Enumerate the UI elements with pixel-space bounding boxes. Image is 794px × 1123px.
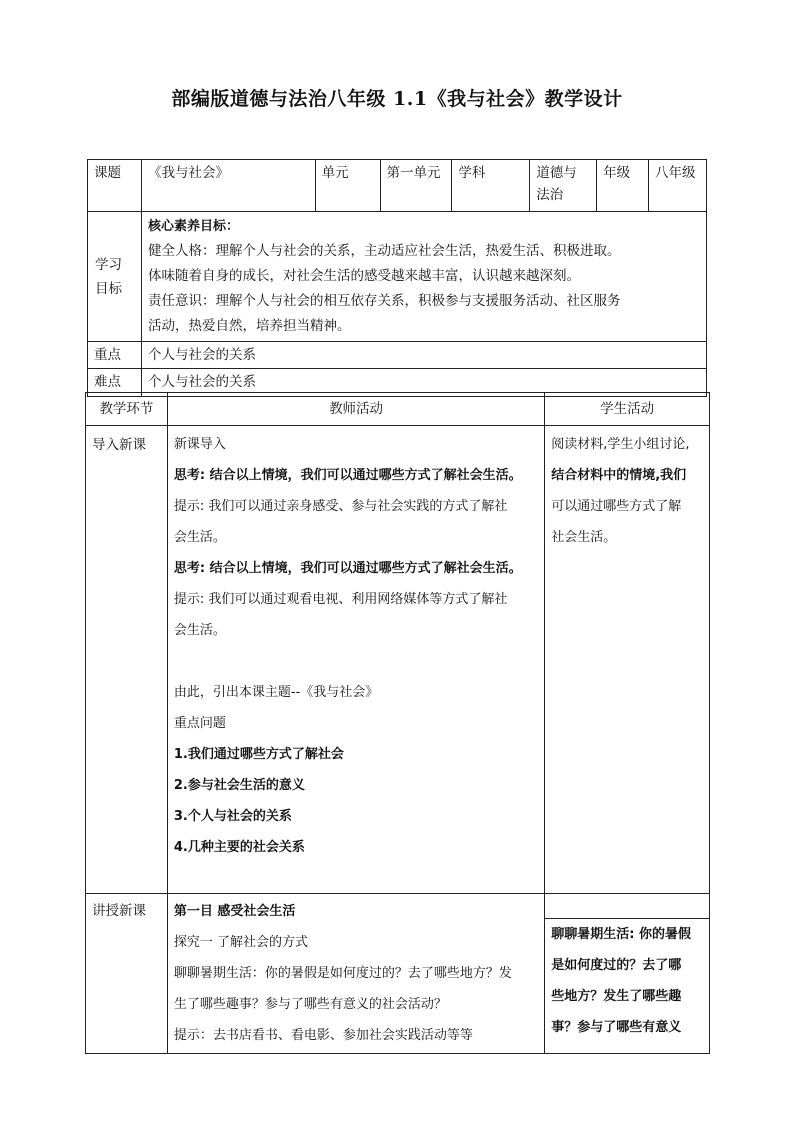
goals-content: [141, 212, 706, 342]
difficult-point-label: 难点: [88, 369, 142, 397]
teacher-new-lesson: [167, 894, 544, 1054]
difficult-point-value: 个人与社会的关系: [141, 369, 706, 397]
header-teacher: 教师活动: [167, 393, 544, 426]
header-stage: 教学环节: [86, 393, 168, 426]
document-title: 部编版道德与法治八年级 1.1《我与社会》教学设计: [171, 88, 623, 110]
teacher-line: 探究一 了解社会的方式: [173, 935, 309, 950]
unit-label: 单元: [315, 160, 380, 212]
student-line: 结合材料中的情境,我们: [551, 468, 687, 483]
student-line: 社会生活。: [551, 530, 617, 545]
student-line: 可以通过哪些方式了解: [551, 499, 682, 514]
teacher-line: 思考: 结合以上情境，我们可以通过哪些方式了解社会生活。: [173, 561, 522, 576]
goals-heading: 核心素养目标：: [147, 219, 239, 234]
goals-line: 活动，热爱自然，培养担当精神。: [147, 318, 351, 334]
stage-new-lesson: 讲授新课: [86, 894, 168, 1054]
grade-label: 年级: [597, 160, 649, 212]
teacher-line: 聊聊暑期生活：你的暑假是如何度过的？去了哪些地方？发: [173, 966, 512, 981]
student-line: 聊聊暑期生活: 你的暑假: [551, 927, 691, 942]
teacher-line: 生了哪些趣事？参与了哪些有意义的社会活动？: [173, 997, 447, 1012]
teacher-line: 由此，引出本课主题--《我与社会》: [173, 685, 379, 700]
teacher-line: 新课导入: [173, 437, 226, 452]
subject-value: 道德与法治: [530, 160, 597, 212]
goals-line: 责任意识：理解个人与社会的相互依存关系，积极参与支援服务活动、社区服务: [147, 293, 621, 309]
unit-value: 第一单元: [380, 160, 452, 212]
topic-value: 《我与社会》: [141, 160, 315, 212]
teacher-line: 4.几种主要的社会关系: [173, 840, 305, 855]
teacher-intro: [167, 426, 544, 894]
teacher-line: 1.我们通过哪些方式了解社会: [173, 747, 344, 762]
grade-value: 八年级: [649, 160, 707, 212]
teacher-line: 思考: 结合以上情境，我们可以通过哪些方式了解社会生活。: [173, 468, 522, 483]
key-point-label: 重点: [88, 342, 142, 369]
key-point-value: 个人与社会的关系: [141, 342, 706, 369]
teacher-line: 会生活。: [173, 623, 226, 638]
process-table: [85, 392, 710, 1054]
stage-intro: 导入新课: [86, 426, 168, 894]
teacher-line: 重点问题: [173, 716, 226, 731]
goals-line: 体味随着自身的成长，对社会生活的感受越来越丰富，认识越来越深刻。: [147, 268, 580, 284]
teacher-line: 提示: 我们可以通过观看电视、利用网络媒体等方式了解社: [173, 592, 508, 607]
topic-label: 课题: [88, 160, 142, 212]
student-line: 是如何度过的？去了哪: [551, 958, 682, 973]
teacher-line: 第一目 感受社会生活: [173, 904, 296, 919]
teacher-line: 会生活。: [173, 530, 226, 545]
subject-label: 学科: [452, 160, 530, 212]
teacher-line: 3.个人与社会的关系: [173, 809, 292, 824]
student-intro: [545, 426, 710, 894]
teacher-line: 2.参与社会生活的意义: [173, 778, 305, 793]
teacher-line: [174, 646, 538, 677]
info-table: [87, 159, 707, 397]
goals-line: 健全人格：理解个人与社会的关系，主动适应社会生活，热爱生活、积极进取。: [147, 243, 621, 259]
goals-label: 学习目标: [88, 212, 142, 342]
teacher-line: 提示：去书店看书、看电影、参加社会实践活动等等: [173, 1028, 473, 1043]
student-line: 些地方？发生了哪些趣: [551, 989, 682, 1004]
teacher-line: 提示: 我们可以通过亲身感受、参与社会实践的方式了解社: [173, 499, 508, 514]
student-line: 阅读材料,学生小组讨论,: [551, 437, 690, 452]
student-line: 事？参与了哪些有意义: [551, 1020, 682, 1035]
student-new-lesson: [545, 894, 710, 1054]
header-student: 学生活动: [545, 393, 710, 426]
